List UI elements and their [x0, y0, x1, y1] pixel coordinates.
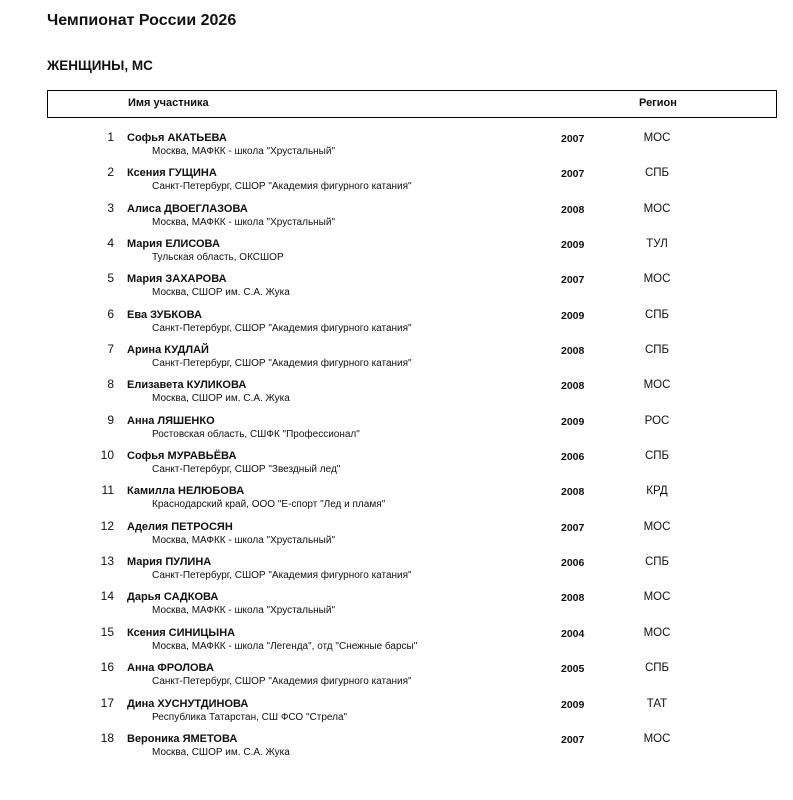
birth-year: 2008 [561, 486, 585, 499]
region-code: МОС [643, 379, 671, 392]
table-row [0, 271, 793, 306]
page-title: Чемпионат России 2026 [47, 12, 237, 29]
region-code: СПБ [644, 450, 670, 463]
row-number: 4 [107, 236, 114, 251]
row-number: 16 [100, 660, 114, 675]
birth-year: 2007 [561, 168, 585, 181]
row-number: 14 [100, 589, 114, 604]
row-number: 15 [100, 624, 114, 639]
participant-club: Санкт-Петербург, СШОР "Звездный лед" [152, 464, 341, 476]
participant-club: Санкт-Петербург, СШОР "Академия фигурного катания" [152, 358, 412, 370]
birth-year: 2008 [561, 592, 585, 605]
birth-year: 2004 [561, 627, 585, 640]
row-number: 11 [101, 483, 114, 498]
participant-club: Москва, СШОР им. С.А. Жука [152, 746, 290, 758]
participant-name: Ксения СИНИЦЫНА [127, 626, 236, 639]
row-number: 2 [107, 165, 114, 180]
row-number: 18 [100, 730, 114, 745]
birth-year: 2009 [561, 309, 585, 322]
table-row [0, 483, 793, 518]
table-row [0, 165, 793, 200]
participant-name: Мария ЗАХАРОВА [127, 273, 227, 286]
birth-year: 2007 [561, 521, 585, 534]
region-code: МОС [643, 591, 671, 604]
region-code: МОС [643, 202, 671, 215]
participant-club: Санкт-Петербург, СШОР "Академия фигурного катания" [152, 570, 412, 582]
birth-year: 2009 [561, 239, 585, 252]
header-name: Имя участника [128, 97, 209, 109]
participant-name: Алиса ДВОЕГЛАЗОВА [127, 202, 248, 215]
participant-club: Москва, МАФКК - школа "Хрустальный" [152, 146, 336, 157]
table-row [0, 448, 793, 483]
birth-year: 2005 [561, 663, 585, 676]
participant-club: Москва, МАФКК - школа "Хрустальный" [152, 605, 336, 617]
table-header [47, 90, 777, 118]
participant-club: Санкт-Петербург, СШОР "Академия фигурного катания" [152, 676, 412, 688]
birth-year: 2006 [561, 557, 585, 570]
participant-club: Краснодарский край, ООО "Е-спорт "Лед и пламя" [152, 499, 386, 511]
participant-name: Ксения ГУЩИНА [127, 167, 217, 180]
table-row [0, 554, 793, 589]
participant-name: Дарья САДКОВА [127, 591, 219, 604]
row-number: 12 [100, 518, 114, 533]
row-number: 13 [100, 554, 114, 569]
row-number: 8 [107, 377, 114, 392]
participant-name: Дина ХУСНУТДИНОВА [127, 697, 249, 710]
row-number: 3 [107, 200, 114, 215]
row-number: 7 [107, 342, 114, 357]
table-row [0, 413, 793, 448]
participant-name: Вероника ЯМЕТОВА [127, 732, 238, 745]
table-row [0, 519, 793, 554]
participant-list [0, 130, 793, 766]
row-number: 5 [107, 271, 114, 286]
table-row [0, 589, 793, 624]
table-row [0, 201, 793, 236]
birth-year: 2009 [561, 415, 585, 428]
participant-club: Москва, МАФКК - школа "Хрустальный" [152, 216, 336, 228]
birth-year: 2006 [561, 451, 585, 464]
region-code: СПБ [644, 344, 670, 357]
participant-club: Тульская область, ОКСШОР [152, 252, 284, 264]
table-row [0, 342, 793, 377]
region-code: КРД [646, 485, 668, 498]
region-code: ТАТ [646, 697, 668, 710]
birth-year: 2007 [561, 133, 585, 145]
participant-club: Республика Татарстан, СШ ФСО "Стрела" [152, 711, 348, 723]
participant-club: Москва, СШОР им. С.А. Жука [152, 287, 290, 299]
region-code: МОС [643, 132, 671, 144]
participant-club: Санкт-Петербург, СШОР "Академия фигурного катания" [152, 322, 412, 334]
participant-name: Анна ЛЯШЕНКО [127, 414, 215, 427]
participant-name: Анна ФРОЛОВА [127, 662, 214, 675]
table-row [0, 660, 793, 695]
region-code: МОС [643, 732, 671, 745]
table-row [0, 377, 793, 412]
region-code: МОС [643, 273, 671, 286]
birth-year: 2007 [561, 274, 585, 287]
region-code: МОС [643, 520, 671, 533]
participant-name: Елизавета КУЛИКОВА [127, 379, 247, 392]
participant-name: Аделия ПЕТРОСЯН [127, 520, 233, 533]
birth-year: 2008 [561, 380, 585, 393]
region-code: СПБ [644, 167, 670, 180]
participant-club: Санкт-Петербург, СШОР "Академия фигурного катания" [152, 181, 412, 193]
participant-name: Арина КУДЛАЙ [127, 344, 209, 357]
table-row [0, 731, 793, 766]
region-code: ТУЛ [646, 238, 668, 251]
table-row [0, 130, 793, 165]
participant-club: Ростовская область, СШФК "Профессионал" [152, 428, 360, 440]
participant-club: Москва, МАФКК - школа "Легенда", отд "Снежные барсы" [152, 640, 418, 652]
table-row [0, 236, 793, 271]
birth-year: 2007 [561, 733, 585, 746]
category-title: ЖЕНЩИНЫ, МС [47, 58, 153, 73]
row-number: 1 [107, 130, 114, 144]
row-number: 10 [100, 448, 114, 463]
region-code: СПБ [644, 308, 670, 321]
region-code: РОС [644, 414, 670, 427]
row-number: 6 [107, 306, 114, 321]
participant-club: Москва, СШОР им. С.А. Жука [152, 393, 290, 405]
participant-club: Москва, МАФКК - школа "Хрустальный" [152, 534, 336, 546]
birth-year: 2008 [561, 203, 585, 216]
birth-year: 2009 [561, 698, 585, 711]
participant-name: Мария ЕЛИСОВА [127, 238, 220, 251]
participant-name: Мария ПУЛИНА [127, 556, 212, 569]
table-row [0, 696, 793, 731]
birth-year: 2008 [561, 345, 585, 358]
row-number: 9 [107, 412, 114, 427]
participant-name: Софья МУРАВЬЁВА [127, 450, 237, 463]
region-code: СПБ [644, 662, 670, 675]
table-row [0, 625, 793, 660]
region-code: МОС [643, 626, 671, 639]
participant-name: Ева ЗУБКОВА [127, 308, 202, 321]
participant-name: Софья АКАТЬЕВА [127, 132, 227, 144]
participant-name: Камилла НЕЛЮБОВА [127, 485, 245, 498]
table-row [0, 307, 793, 342]
region-code: СПБ [644, 556, 670, 569]
row-number: 17 [100, 695, 114, 710]
header-region: Регион [639, 97, 677, 109]
